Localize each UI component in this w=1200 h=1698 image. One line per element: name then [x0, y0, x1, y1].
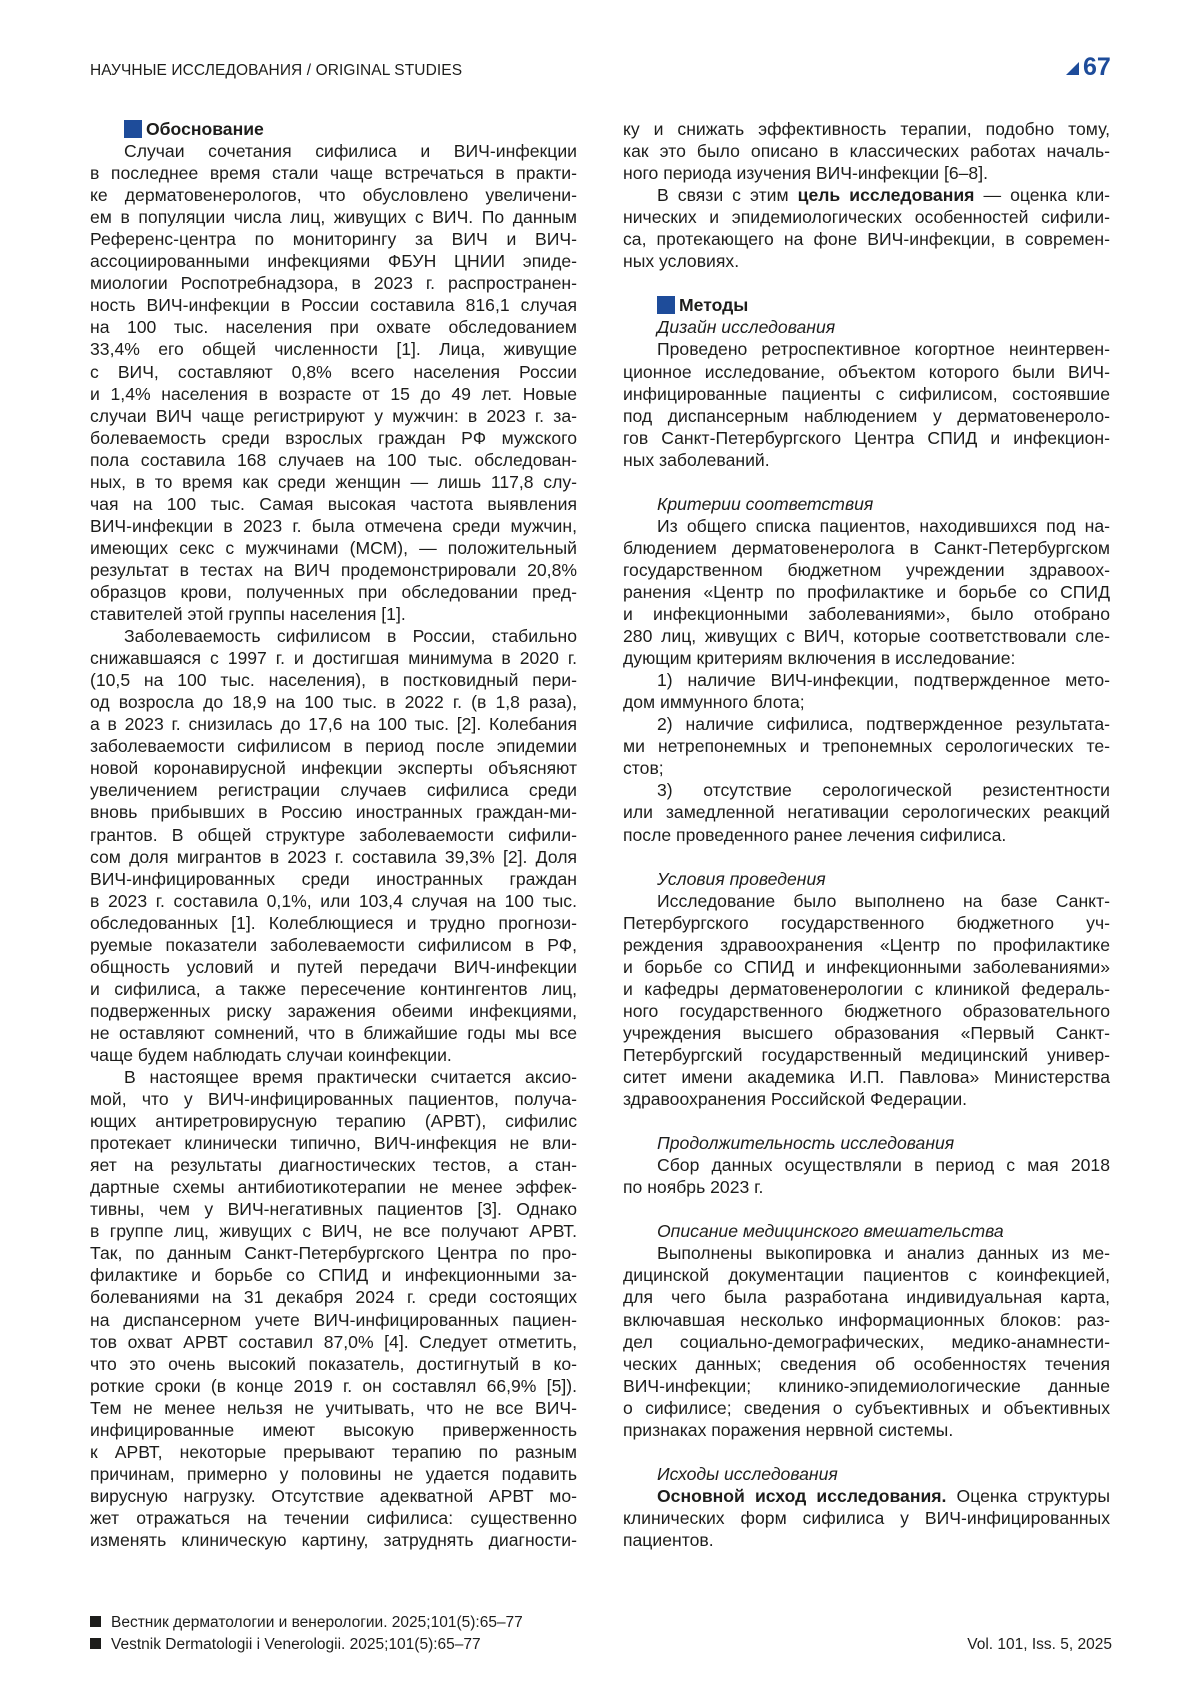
text-line: причинам, примерно у половины не удается подавить: [90, 1463, 577, 1484]
text-line: и сифилиса, а также пересечение контингентов лиц,: [90, 978, 577, 999]
text-line: дующим критериям включения в исследование:: [623, 648, 1016, 669]
text-line: блюдением дерматовенеролога в Санкт-Петербургском: [623, 537, 1110, 558]
text-line: после проведенного ранее лечения сифилиса.: [623, 824, 1007, 845]
section-heading: Методы: [623, 294, 1110, 316]
text-line: мой, что у ВИЧ-инфицированных пациентов, получа-: [90, 1089, 577, 1110]
text-line: пациентов.: [623, 1530, 714, 1550]
text-line: гов Санкт-Петербургского Центра СПИД и инфекцион-: [623, 427, 1110, 448]
section-square-icon: [124, 120, 142, 138]
text-line: что это очень высокий показатель, достигнутый в ко-: [90, 1353, 577, 1374]
text-line: обследованных [1]. Колеблющиеся и трудно прогнози-: [90, 912, 577, 933]
text-line: в группе лиц, живущих с ВИЧ, не все получают АРВТ.: [90, 1221, 577, 1242]
text-line: болеваниями на 31 декабря 2024 г. среди состоящих: [90, 1287, 577, 1308]
subsection-heading: Продолжительность исследования: [657, 1133, 955, 1154]
text-line: са, протекающего на фоне ВИЧ-инфекции, в современ-: [623, 229, 1110, 250]
text-line: грантов. В общей структуре заболеваемости сифили-: [90, 824, 577, 845]
text-line: дицинской документации пациентов с коинфекцией,: [623, 1265, 1110, 1286]
right-column: [623, 118, 1110, 1551]
left-column: [90, 118, 577, 1551]
text-line: Заболеваемость сифилисом в России, стабильно: [124, 626, 577, 647]
text-line: и кафедры дерматовенерологии с клиникой федераль-: [623, 978, 1110, 999]
text-line: Из общего списка пациентов, находившихся под на-: [657, 515, 1110, 536]
text-line: ми нетрепонемных и трепонемных серологических те-: [623, 736, 1110, 757]
text-line: вновь прибывших в Россию иностранных граждан-ми-: [90, 802, 577, 823]
text-line: (10,5 на 100 тыс. населения), в постковидный пери-: [90, 670, 577, 691]
text-line: В настоящее время практически считается аксио-: [124, 1067, 577, 1088]
text-line: результат в тестах на ВИЧ продемонстрировали 20,8%: [90, 559, 577, 580]
text-line: общность условий и путей передачи ВИЧ-инфекции: [90, 956, 577, 977]
text-line: к АРВТ, некоторые прерывают терапию по разным: [90, 1441, 577, 1462]
text-line: Случаи сочетания сифилиса и ВИЧ-инфекции: [124, 141, 577, 162]
text-line: жет отражаться на течении сифилиса: существенно: [90, 1507, 577, 1528]
text-line: на 100 тыс. населения при охвате обследованием: [90, 317, 577, 338]
text-line: клинических форм сифилиса у ВИЧ-инфицированных: [623, 1507, 1110, 1528]
spacer: [623, 1198, 1110, 1220]
text-line: под диспансерным наблюдением у дерматовенероло-: [623, 405, 1110, 426]
text-line: в 2023 г. составила 0,1%, или 103,4 случая на 100 тыс.: [90, 890, 577, 911]
subsection-heading: Дизайн исследования: [657, 317, 836, 338]
text-line: включавшая несколько информационных блоков: раз-: [623, 1309, 1110, 1330]
text-line: на диспансерном учете ВИЧ-инфицированных пациен-: [90, 1309, 577, 1330]
text-line: новой коронавирусной инфекции эксперты объясняют: [90, 758, 577, 779]
text-line: ческих данных; сведения об особенностях течения: [623, 1353, 1110, 1374]
text-line: Сбор данных осуществляли в период с мая 2018: [657, 1155, 1110, 1176]
text-line: ассоциированными инфекциями ФБУН ЦНИИ эпиде-: [90, 251, 577, 272]
text-line: чая на 100 тыс. Самая высокая частота выявления: [90, 493, 577, 514]
text-line: Тем не менее нельзя не учитывать, что не все ВИЧ-: [90, 1397, 577, 1418]
text-line: ситет имени академика И.П. Павлова» Министерства: [623, 1067, 1110, 1088]
text-line: образцов крови, полученных при обследовании пред-: [90, 581, 577, 602]
text-line: изменять клиническую картину, затруднять диагности-: [90, 1530, 577, 1550]
text-line: как это было описано в классических работах началь-: [623, 141, 1110, 162]
text-line: государственном бюджетном учреждении здравоох-: [623, 559, 1110, 580]
text-line: снижавшаяся с 1997 г. и достигшая минимума в 2020 г.: [90, 648, 577, 669]
text-line: имеющих секс с мужчинами (МСМ), — положительный: [90, 537, 577, 558]
footer-citation-en: Vestnik Dermatologii i Venerologii. 2025;101(5):65–77: [90, 1636, 481, 1654]
text-line: ке дерматовенерологов, что обусловлено увеличени-: [90, 185, 577, 206]
text-line: ных заболеваний.: [623, 449, 770, 470]
text-line: дартные схемы антибиотикотерапии не менее эффек-: [90, 1177, 577, 1198]
text-line: дел социально-демографических, медико-анамнести-: [623, 1331, 1110, 1352]
bullet-square-icon: [90, 1638, 101, 1649]
bullet-square-icon: [90, 1616, 101, 1627]
text-line: признаках поражения нервной системы.: [623, 1419, 954, 1440]
section-square-icon: [657, 296, 675, 314]
text-line: и 1,4% населения в возрасте от 15 до 49 лет. Новые: [90, 383, 577, 404]
text-line: пола составила 168 случаев на 100 тыс. обследован-: [90, 449, 577, 470]
page-number: 67: [1083, 53, 1111, 81]
text-line: ных, в то время как среди женщин — лишь 117,8 слу-: [90, 471, 577, 492]
text-line: учреждения высшего образования «Первый Санкт-: [623, 1022, 1110, 1043]
spacer: [623, 1110, 1110, 1132]
text-line: яет на результаты диагностических тестов, а стан-: [90, 1155, 577, 1176]
spacer: [623, 272, 1110, 294]
text-line: тов охват АРВТ составил 87,0% [4]. Следует отметить,: [90, 1331, 577, 1352]
text-line: с ВИЧ, составляют 0,8% всего населения России: [90, 361, 577, 382]
text-line: ку и снижать эффективность терапии, подобно тому,: [623, 119, 1110, 139]
spacer: [623, 846, 1110, 868]
text-line: Петербургский государственный медицинский универ-: [623, 1044, 1110, 1065]
text-line: ставителей этой группы населения [1].: [90, 604, 406, 625]
subsection-heading: Условия проведения: [657, 868, 826, 889]
text-line: ВИЧ-инфицированных среди иностранных граждан: [90, 868, 577, 889]
text-line: Исследование было выполнено на базе Санкт-: [657, 890, 1110, 911]
text-line: ем в популяции числа лиц, живущих с ВИЧ. По данным: [90, 207, 577, 228]
text-line: ционное исследование, объектом которого были ВИЧ-: [623, 361, 1110, 382]
text-line: чаще будем наблюдать случаи коинфекции.: [90, 1044, 452, 1065]
text-line: Петербургского государственного бюджетного уч-: [623, 912, 1110, 933]
text-line: 33,4% его общей численности [1]. Лица, живущие: [90, 339, 577, 360]
text-line: стов;: [623, 758, 664, 779]
text-line: о сифилисе; сведения о субъективных и объективных: [623, 1397, 1110, 1418]
text-line: не оставляют сомнений, что в ближайшие годы мы все: [90, 1022, 577, 1043]
text-line: В связи с этим цель исследования — оценка кли-: [657, 185, 1111, 206]
text-line: в последнее время стали чаще встречаться в практи-: [90, 163, 577, 184]
text-line: для чего была разработана индивидуальная карта,: [623, 1287, 1110, 1308]
spacer: [623, 1441, 1110, 1463]
text-line: ВИЧ-инфекции в 2023 г. была отмечена среди мужчин,: [90, 515, 577, 536]
text-line: инфицированные имеют высокую приверженность: [90, 1419, 577, 1440]
text-line: реждения здравоохранения «Центр по профилактике: [623, 934, 1110, 955]
text-line: 1) наличие ВИЧ-инфекции, подтвержденное мето-: [657, 670, 1110, 691]
text-line: 280 лиц, живущих с ВИЧ, которые соответствовали сле-: [623, 626, 1110, 647]
text-line: ность ВИЧ-инфекции в России составила 816,1 случая: [90, 295, 577, 316]
running-title: НАУЧНЫЕ ИССЛЕДОВАНИЯ / ORIGINAL STUDIES: [90, 62, 463, 79]
text-line: или замедленной негативации серологических реакций: [623, 802, 1110, 823]
text-line: ВИЧ-инфекции; клинико-эпидемиологические данные: [623, 1375, 1110, 1396]
text-line: миологии Роспотребнадзора, в 2023 г. распространен-: [90, 273, 577, 294]
text-line: Проведено ретроспективное когортное неинтервен-: [657, 339, 1110, 360]
text-line: и борьбе со СПИД и инфекционными заболеваниями»: [623, 956, 1110, 977]
text-line: дом иммунного блота;: [623, 692, 805, 713]
spacer: [623, 471, 1110, 493]
footer-citation-ru: Вестник дерматологии и венерологии. 2025;101(5):65–77: [90, 1614, 523, 1632]
text-line: здравоохранения Российской Федерации.: [623, 1089, 968, 1110]
text-line: Так, по данным Санкт-Петербургского Центра по про-: [90, 1243, 577, 1264]
text-line: роткие сроки (в конце 2019 г. он составлял 66,9% [5]).: [90, 1375, 577, 1396]
subsection-heading: Исходы исследования: [657, 1463, 838, 1484]
subsection-heading: Описание медицинского вмешательства: [657, 1221, 1004, 1242]
text-line: филактике и борьбе со СПИД и инфекционными за-: [90, 1265, 577, 1286]
text-line: од возросла до 18,9 на 100 тыс. в 2022 г. (в 1,8 раза),: [90, 692, 577, 713]
text-line: ного периода изучения ВИЧ-инфекции [6–8].: [623, 163, 988, 184]
text-line: 2) наличие сифилиса, подтвержденное результата-: [657, 714, 1110, 735]
text-line: случаи ВИЧ чаще регистрируют у мужчин: в 2023 г. за-: [90, 405, 577, 426]
text-line: 3) отсутствие серологической резистентности: [657, 780, 1110, 801]
text-line: нических и эпидемиологических особенностей сифили-: [623, 207, 1110, 228]
text-line: сом доля мигрантов в 2023 г. составила 39,3% [2]. Доля: [90, 846, 577, 867]
text-line: а в 2023 г. снизилась до 17,6 на 100 тыс. [2]. Колебания: [90, 714, 577, 735]
text-line: Референс-центра по мониторингу за ВИЧ и ВИЧ-: [90, 229, 577, 250]
text-line: по ноябрь 2023 г.: [623, 1177, 764, 1198]
text-line: заболеваемости сифилисом в период после эпидемии: [90, 736, 577, 757]
text-line: увеличением регистрации случаев сифилиса среди: [90, 780, 577, 801]
text-line: вирусную нагрузку. Отсутствие адекватной АРВТ мо-: [90, 1485, 577, 1506]
text-line: Выполнены выкопировка и анализ данных из ме-: [657, 1243, 1110, 1264]
text-line: подверженных риску заражения обеими инфекциями,: [90, 1000, 577, 1021]
text-line: ных условиях.: [623, 251, 740, 272]
text-line: ранения «Центр по профилактике и борьбе со СПИД: [623, 581, 1110, 602]
footer-volume: Vol. 101, Iss. 5, 2025: [967, 1636, 1112, 1653]
section-heading: Обоснование: [90, 118, 577, 140]
text-line: и инфекционными заболеваниями», было отобрано: [623, 604, 1110, 625]
text-line: инфицированные пациенты с сифилисом, состоявшие: [623, 383, 1110, 404]
text-line: тивны, чем у ВИЧ-негативных пациентов [3]. Однако: [90, 1199, 577, 1220]
text-line: ющих антиретровирусную терапию (АРВТ), сифилис: [90, 1111, 577, 1132]
text-line: ного государственного бюджетного образовательного: [623, 1000, 1110, 1021]
text-line: протекает клинически типично, ВИЧ-инфекция не вли-: [90, 1133, 577, 1154]
text-line: руемые показатели заболеваемости сифилисом в РФ,: [90, 934, 577, 955]
subsection-heading: Критерии соответствия: [657, 493, 874, 514]
text-line: болеваемость среди взрослых граждан РФ мужского: [90, 427, 577, 448]
text-line: Основной исход исследования. Оценка структуры: [657, 1485, 1110, 1506]
